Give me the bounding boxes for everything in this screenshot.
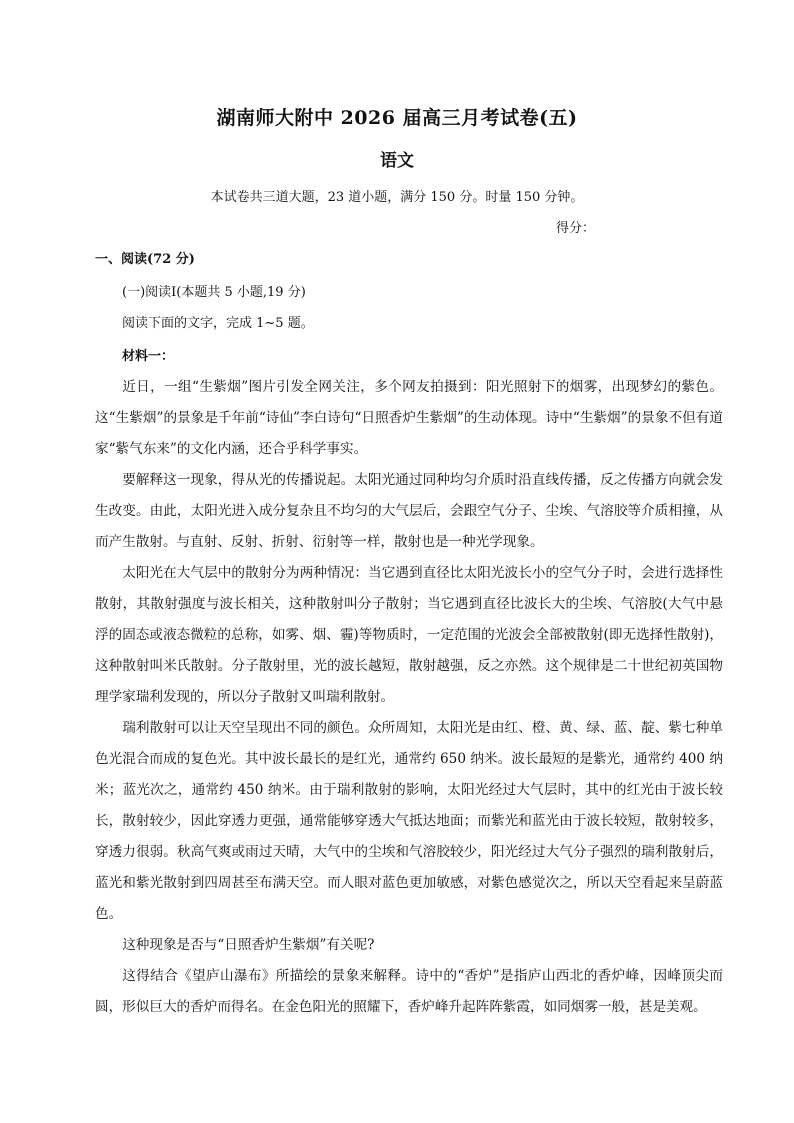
paragraph: 这种现象是否与“日照香炉生紫烟”有关呢? xyxy=(122,937,375,953)
material-body xyxy=(95,372,723,1023)
paragraph: 这得结合《望庐山瀑布》所描绘的景象来解释。诗中的“香炉”是指庐山西北的香炉峰，因峰顶尖而圆，形似巨大的香炉而得名。在金色阳光的照耀下，香炉峰升起阵阵紫霞，如同烟雾一般，甚是美观。 xyxy=(95,968,723,1015)
score-label: 得分： xyxy=(556,221,596,236)
sub-section-heading: (一)阅读Ⅰ(本题共 5 小题,19 分) xyxy=(122,285,306,300)
paragraph: 要解释这一现象，得从光的传播说起。太阳光通过同种均匀介质时沿直线传播，反之传播方向就会发生改变。由此，太阳光进入成分复杂且不均匀的大气层后，会跟空气分子、尘埃、气溶胶等介质相撞，从而产生散射。与直射、反射、折射、衍射等一样，散射也是一种光学现象。 xyxy=(95,472,723,550)
paragraph: 太阳光在大气层中的散射分为两种情况：当它遇到直径比太阳光波长小的空气分子时，会进行选择性散射，其散射强度与波长相关，这种散射叫分子散射；当它遇到直径比波长大的尘埃、气溶胶(大气中悬浮的固态或液态微粒的总称，如雾、烟、霾)等物质时，一定范围的光波会全部被散射(即无选择性散射)，这种散射叫米氏散射。分子散射里，光的波长越短，散射越强，反之亦然。这个规律是二十世纪初英国物理学家瑞利发现的，所以分子散射又叫瑞利散射。 xyxy=(95,565,723,705)
paragraph: 瑞利散射可以让天空呈现出不同的颜色。众所周知，太阳光是由红、橙、黄、绿、蓝、靛、紫七种单色光混合而成的复色光。其中波长最长的是红光，通常约 650 纳米。波长最短的是紫光，通常约 400 纳米；蓝光次之，通常约 450 纳米。由于瑞利散射的影响，太阳光经过大气层时，其中的红光由于波长较长，散射较少，因此穿透力更强，通常能够穿透大气抵达地面；而紫光和蓝光由于波长较短，散射较多，穿透力很弱。秋高气爽或雨过天晴，大气中的尘埃和气溶胶较少，阳光经过大气分子强烈的瑞利散射后，蓝光和紫光散射到四周甚至布满天空。而人眼对蓝色更加敏感，对紫色感觉次之，所以天空看起来呈蔚蓝色。 xyxy=(95,720,723,922)
exam-title: 湖南师大附中 2026 届高三月考试卷(五) xyxy=(216,107,578,129)
subject-title: 语文 xyxy=(380,151,414,171)
section-heading: 一、阅读(72 分) xyxy=(95,252,195,267)
material-label: 材料一： xyxy=(122,349,175,364)
paragraph: 近日，一组“生紫烟”图片引发全网关注，多个网友拍摄到：阳光照射下的烟雾，出现梦幻的紫色。这“生紫烟”的景象是千年前“诗仙”李白诗句“日照香炉生紫烟”的生动体现。诗中“生紫烟”的景象不但有道家“紫气东来”的文化内涵，还合乎科学事实。 xyxy=(95,379,723,457)
reading-instruction: 阅读下面的文字，完成 1~5 题。 xyxy=(122,316,314,331)
exam-intro: 本试卷共三道大题，23 道小题，满分 150 分。时量 150 分钟。 xyxy=(210,190,584,205)
